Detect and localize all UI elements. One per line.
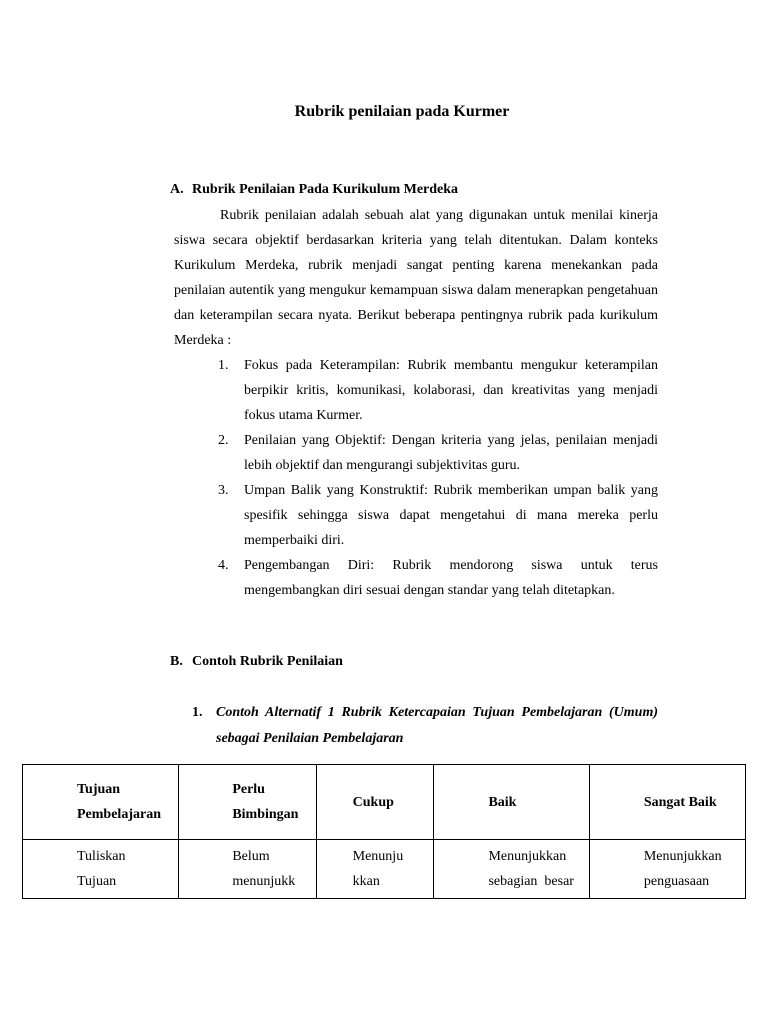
header-sangat-baik bbox=[589, 765, 745, 840]
cell-text: Menunju bbox=[352, 849, 404, 864]
sub-heading-text: Contoh Alternatif 1 Rubrik Ketercapaian Tujuan Pembelajaran (Umum) sebagai Penilaian Pembelajaran bbox=[216, 705, 658, 746]
list-item-number: 1. bbox=[218, 358, 229, 373]
list-item bbox=[218, 553, 658, 603]
section-a-paragraph bbox=[174, 203, 658, 353]
table-cell bbox=[589, 840, 745, 899]
cell-text: Belum bbox=[232, 849, 270, 864]
document-title: Rubrik penilaian pada Kurmer bbox=[294, 103, 510, 120]
cell-text: Menunjukkan bbox=[643, 849, 722, 864]
table-cell bbox=[179, 840, 316, 899]
section-b-title: Contoh Rubrik Penilaian bbox=[192, 654, 343, 669]
list-item bbox=[218, 428, 658, 478]
table-row bbox=[23, 840, 746, 899]
list-item bbox=[218, 478, 658, 553]
list-item-text: Fokus pada Keterampilan: Rubrik membantu mengukur keterampilan berpikir kritis, komunikasi, kolaborasi, dan kreativitas yang menjadi fokus utama Kurmer. bbox=[244, 358, 658, 423]
rubric-table bbox=[22, 764, 746, 899]
section-a-letter: A. bbox=[170, 182, 184, 197]
section-a-title: Rubrik Penilaian Pada Kurikulum Merdeka bbox=[192, 182, 459, 197]
cell-text: Tujuan bbox=[77, 874, 117, 889]
section-b-letter: B. bbox=[170, 654, 183, 669]
header-tujuan-pembelajaran bbox=[23, 765, 179, 840]
importance-list bbox=[218, 353, 658, 603]
header-baik bbox=[434, 765, 589, 840]
list-item-number: 3. bbox=[218, 483, 229, 498]
header-text: Sangat Baik bbox=[643, 794, 717, 810]
list-item-text: Pengembangan Diri: Rubrik mendorong siswa untuk terus mengembangkan diri sesuai dengan standar yang telah ditetapkan. bbox=[244, 558, 658, 598]
table-cell bbox=[23, 840, 179, 899]
sub-heading bbox=[192, 700, 658, 752]
cell-text: Menunjukkan bbox=[488, 849, 567, 864]
list-item-text: Penilaian yang Objektif: Dengan kriteria yang jelas, penilaian menjadi lebih objektif dan mengurangi subjektivitas guru. bbox=[244, 433, 658, 473]
list-item bbox=[218, 353, 658, 428]
list-item-number: 4. bbox=[218, 558, 229, 573]
header-text: Pembelajaran bbox=[77, 807, 161, 822]
header-text: Tujuan bbox=[77, 782, 121, 797]
section-b-heading bbox=[170, 652, 343, 672]
table-cell bbox=[434, 840, 589, 899]
section-a-heading bbox=[170, 180, 458, 200]
cell-text: kkan bbox=[352, 874, 380, 889]
list-item-number: 2. bbox=[218, 433, 229, 448]
header-cukup bbox=[316, 765, 434, 840]
sub-heading-number: 1. bbox=[192, 705, 203, 720]
header-text: Bimbingan bbox=[232, 807, 299, 822]
cell-text: sebagian besar bbox=[488, 874, 574, 889]
cell-text: menunjukk bbox=[232, 874, 296, 889]
cell-text: penguasaan bbox=[643, 874, 710, 889]
header-text: Baik bbox=[488, 794, 517, 810]
header-text: Cukup bbox=[352, 794, 394, 810]
table-cell bbox=[316, 840, 434, 899]
section-a-paragraph-text: Rubrik penilaian adalah sebuah alat yang digunakan untuk menilai kinerja siswa secara objektif berdasarkan kriteria yang telah ditentukan. Dalam konteks Kurikulum Merdeka, rubrik menjadi sangat penting karena menekankan pada penilaian autentik yang mengukur kemampuan siswa dalam menerapkan pengetahuan dan keterampilan secara nyata. Berikut beberapa pentingnya rubrik pada kurikulum Merdeka : bbox=[174, 208, 658, 348]
table-header-row bbox=[23, 765, 746, 840]
header-perlu-bimbingan bbox=[179, 765, 316, 840]
list-item-text: Umpan Balik yang Konstruktif: Rubrik memberikan umpan balik yang spesifik sehingga siswa dapat mengetahui di mana mereka perlu memperbaiki diri. bbox=[244, 483, 658, 548]
cell-text: Tuliskan bbox=[77, 849, 126, 864]
header-text: Perlu bbox=[232, 782, 265, 797]
